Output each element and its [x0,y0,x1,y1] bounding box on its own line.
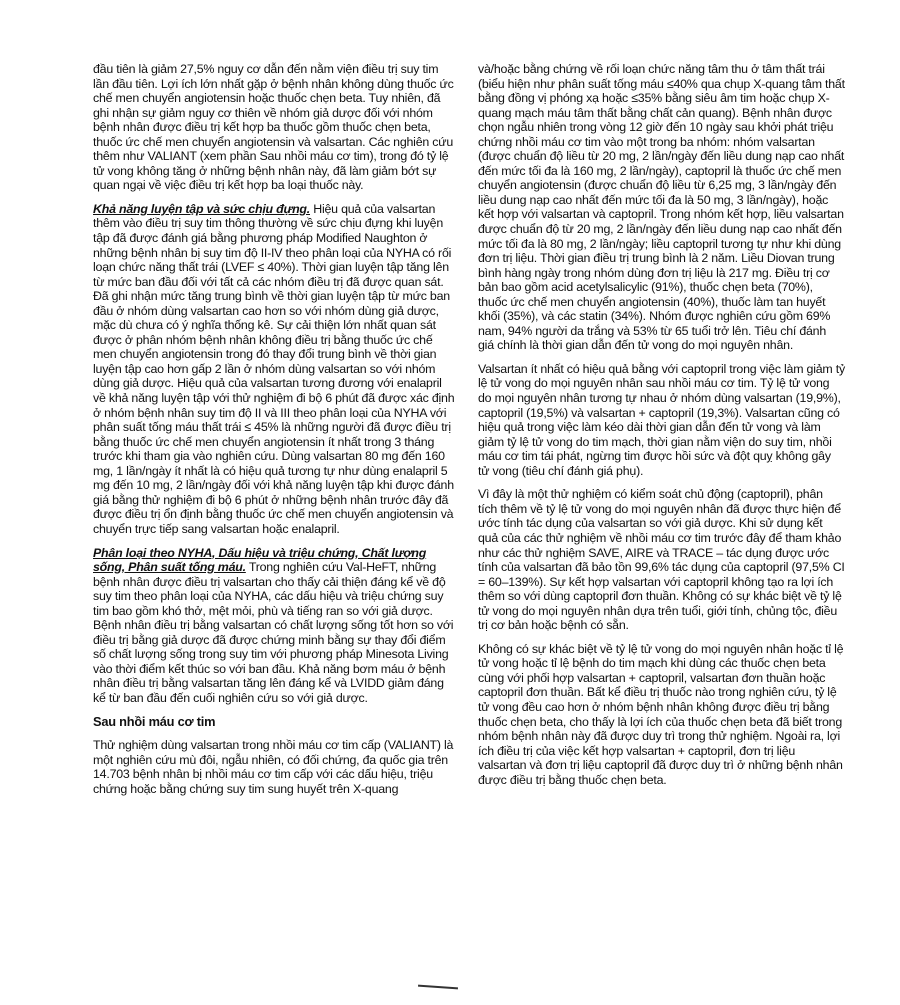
paragraph-valiant: Thử nghiệm dùng valsartan trong nhồi máu cơ tim cấp (VALIANT) là một nghiên cứu mù đôi, ngẫu nhiên, có đối chứng, đa quốc gia trên 14.703 bệnh nhân bị nhồi máu cơ tim cấp với các dấu hiệu, triệu chứng hoặc bằng chứng suy tim sung huyết trên X-quang [93,738,454,796]
exercise-tolerance-text: Hiệu quả của valsartan thêm vào điều trị suy tim thông thường về sức chịu đựng khi luyện tập đã được đánh giá bằng phương pháp Modified Naughton ở những bệnh nhân bị suy tim độ II-IV theo phân loại của NYHA có rối loạn chức năng thất trái (LVEF ≤ 40%). Thời gian luyện tập tăng lên từ mức ban đầu đối với tất cả các nhóm điều trị đã được quan sát. Đã ghi nhận mức tăng trung bình về thời gian luyện tập từ mức ban đầu ở nhóm dùng valsartan cao hơn so với nhóm dùng giả dược, mặc dù chưa có ý nghĩa thống kê. Sự cải thiện lớn nhất quan sát được ở phân nhóm bệnh nhân không điều trị bằng thuốc ức chế men chuyển angiotensin trong đó thay đổi trung bình về thời gian luyện tập cao hơn gấp 2 lần ở nhóm dùng valsartan so với nhóm dùng giả dược. Hiệu quả của valsartan tương đương với enalapril về khả năng luyện tập với thử nghiệm đi bộ 6 phút đã được xác định ở nhóm bệnh nhân suy tim độ II và III theo phân loại của NYHA với phân suất tống máu thất trái ≤ 45% là những người đã được điều trị bằng thuốc ức chế men chuyển angiotensin ít nhất trong 3 tháng trước khi tham gia vào nghiên cứu. Dùng valsartan 80 mg đến 160 mg, 1 lần/ngày ít nhất là có hiệu quả tương tự như dùng enalapril 5 mg đến 10 mg, 2 lần/ngày đối với khả năng luyện tập khi được đánh giá bằng thử nghiệm đi bộ 6 phút ở những bệnh nhân trước đây đã được điều trị ổn định bằng thuốc ức chế men chuyển angiotensin và chuyển trực tiếp sang valsartan hoặc enalapril. [93,201,455,536]
paragraph-nyha-classification [93,546,455,706]
paragraph-mortality-results: Valsartan ít nhất có hiệu quả bằng với captopril trong việc làm giảm tỷ lệ tử vong do mọi nguyên nhân sau nhồi máu cơ tim. Tỷ lệ tử vong do mọi nguyên nhân tương tự nhau ở nhóm dùng valsartan (19,9%), captopril (19,5%) và valsartan + captopril (19,3%). Valsartan cũng có hiệu quả trong việc làm kéo dài thời gian dẫn đến tử vong và làm giảm tỷ lệ tử vong do tim mạch, thời gian nằm viện do suy tim, nhồi máu cơ tim tái phát, ngừng tim được hồi sức và đột quỵ không gây tử vong (tiêu chí đánh giá phụ). [478,361,845,478]
scan-mark [418,985,458,990]
right-column [478,62,845,796]
section-heading-post-mi: Sau nhồi máu cơ tim [93,713,216,729]
nyha-text: Trong nghiên cứu Val-HeFT, những bệnh nhân được điều trị valsartan cho thấy cải thiện đáng kể về độ suy tim theo phân loại của NYHA, các dấu hiệu và triệu chứng suy tim bao gồm khó thở, mệt mỏi, phù và tiếng ran so với giả dược. Bệnh nhân điều trị bằng valsartan có chất lượng sống tốt hơn so với điều trị bằng giả dược đã được chứng minh bằng sự thay đổi điểm số chất lượng sống trong suy tim với phương pháp Minesota Living vào thời điểm kết thúc so với ban đầu. Khả năng bơm máu ở bệnh nhân điều trị bằng valsartan tăng lên đáng kể và LVIDD giảm đáng kể từ ban đầu đến cuối nghiên cứu so với giả dược. [93,560,454,705]
left-column [93,62,455,805]
paragraph-exercise-tolerance [93,202,455,537]
exercise-tolerance-heading: Khả năng luyện tập và sức chịu đựng. [93,201,311,216]
paragraph-intro: đầu tiên là giảm 27,5% nguy cơ dẫn đến nằm viện điều trị suy tim lần đầu tiên. Lợi ích lớn nhất gặp ở bệnh nhân không dùng thuốc ức chế men chuyển angiotensin hoặc thuốc chẹn beta. Tuy nhiên, đã ghi nhận sự giảm nguy cơ thiên về nhóm giả dược đối với nhóm bệnh nhân được điều trị kết hợp ba thuốc gồm thuốc chẹn beta, thuốc ức chế men chuyển angiotensin và valsartan. Các nghiên cứu thêm như VALIANT (xem phần Sau nhồi máu cơ tim), trong đó tỷ lệ tử vong không tăng ở những bệnh nhân này, đã làm giảm bớt sự quan ngại về việc điều trị kết hợp ba loại thuốc này. [93,62,454,193]
paragraph-valiant-continued: và/hoặc bằng chứng về rối loạn chức năng tâm thu ở tâm thất trái (biểu hiện như phân suất tống máu ≤40% qua chụp X-quang tâm thất bằng đồng vị phóng xạ hoặc ≤35% bằng siêu âm tim hoặc chụp X-quang mạch máu tâm thất bằng chất cản quang). Bệnh nhân được chọn ngẫu nhiên trong vòng 12 giờ đến 10 ngày sau khởi phát triệu chứng nhồi máu cơ tim vào một trong ba nhóm: nhóm valsartan (được chuẩn độ liều từ 20 mg, 2 lần/ngày đến liều dung nạp cao nhất đến mức tối đa là 160 mg, 2 lần/ngày), captopril là thuốc ức chế men chuyển angiotensin (được chuẩn độ liều từ 6,25 mg, 3 lần/ngày đến liều dung nạp cao nhất đến mức tối đa là 50 mg, 3 lần/ngày), hoặc kết hợp với valsartan và captopril. Trong nhóm kết hợp, liều valsartan được chuẩn độ từ 20 mg, 2 lần/ngày đến liều dung nạp cao nhất đến mức tối đa là 80 mg, 2 lần/ngày; liều captopril tương tự như khi dùng đơn trị liệu. Thời gian điều trị trung bình là 2 năm. Liều Diovan trung bình hàng ngày trong nhóm dùng đơn trị liệu là 217 mg. Điều trị cơ bản bao gồm acid acetylsalicylic (91%), thuốc chẹn beta (70%), thuốc ức chế men chuyển angiotensin (40%), thuốc làm tan huyết khối (35%), và các statin (34%). Nhóm được nghiên cứu gồm 69% nam, 94% người da trắng và 53% từ 65 tuổi trở lên. Tiêu chí đánh giá chính là thời gian dẫn đến tử vong do mọi nguyên nhân. [478,62,845,353]
nyha-heading: Phân loại theo NYHA, Dấu hiệu và triệu chứng, Chất lượng sống, Phân suất tống máu. [93,545,427,575]
paragraph-beta-blockers: Không có sự khác biệt về tỷ lệ tử vong do mọi nguyên nhân hoặc tỉ lệ tử vong hoặc tỉ lệ bệnh do tim mạch khi dùng các thuốc chẹn beta cùng với phối hợp valsartan + captopril, valsartan đơn thuần hoặc captopril đơn thuần. Bất kể điều trị thuốc nào trong nghiên cứu, tỷ lệ tử vong đều cao hơn ở nhóm bệnh nhân không được điều trị bằng thuốc chẹn beta, cho thấy là lợi ích của thuốc chẹn beta đã biết trong nhóm bệnh nhân này đã được duy trì trong thử nghiệm. Ngoài ra, lợi ích điều trị của việc kết hợp valsartan + captopril, đơn trị liệu valsartan và đơn trị liệu captopril đã được duy trì ở những bệnh nhân được điều trị bằng thuốc chẹn beta. [478,641,844,787]
paragraph-active-control: Vì đây là một thử nghiệm có kiểm soát chủ động (captopril), phân tích thêm về tỷ lệ tử vong do mọi nguyên nhân đã được thực hiện để ước tính tác dụng của valsartan so với giả dược. Khi sử dụng kết quả của các thử nghiệm về nhồi máu cơ tim trước đây để tham khảo như các thử nghiệm SAVE, AIRE và TRACE – tác dụng được ước tính của valsartan đã bảo tồn 99,6% tác dụng của captopril (97,5% CI = 60–139%). Sự kết hợp valsartan với captopril không tạo ra lợi ích thêm so với dùng captopril đơn thuần. Không có sự khác biệt về tỷ lệ tử vong do mọi nguyên nhân dựa trên tuổi, giới tính, chủng tộc, điều trị cơ bản hoặc bệnh có sẵn. [478,487,845,633]
